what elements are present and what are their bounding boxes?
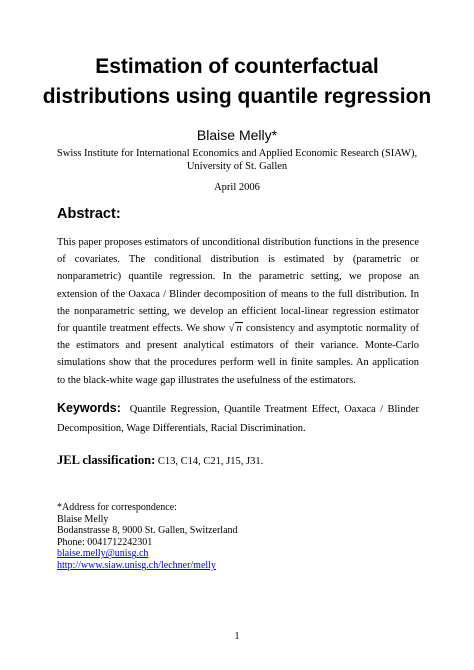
affiliation-line-2: University of St. Gallen — [186, 161, 288, 172]
keywords-label: Keywords: — [57, 401, 121, 415]
paper-title — [20, 52, 454, 112]
email-link[interactable]: blaise.melly@unisg.ch — [57, 548, 149, 560]
jel-codes: C13, C14, C21, J15, J31. — [157, 456, 264, 467]
abstract-heading: Abstract: — [57, 206, 121, 222]
jel-label: JEL classification: — [57, 453, 156, 467]
abstract-text-part-2: consistency and asymptotic normality of the estimators and present analytical estimators of their variance. Monte-Carlo simulations show that the procedures perform well in finite samples. An application to the black-white wage gap illustrates the usefulness of the estimators. — [57, 323, 420, 386]
correspondence-address — [57, 502, 357, 572]
address-street: Bodanstrasse 8, 9000 St. Gallen, Switzerland — [57, 525, 238, 537]
sqrt-variable: n — [236, 323, 242, 335]
address-label: *Address for correspondence: — [57, 502, 177, 513]
keywords-text: Quantile Regression, Quantile Treatment Effect, Oaxaca / Blinder Decomposition, Wage Differentials, Racial Discrimination. — [57, 404, 419, 434]
address-phone: Phone: 0041712242301 — [57, 536, 153, 548]
author-affiliation — [20, 147, 454, 173]
abstract-body — [57, 234, 419, 389]
author-name: Blaise Melly* — [196, 127, 278, 143]
sqrt-symbol: √ — [228, 323, 235, 335]
abstract-text-part-1: This paper proposes estimators of unconditional distribution functions in the presence of covariates. The conditional distribution is estimated by (parametric or nonparametric) quantile regression. In the parametric setting, we propose an extension of the Oaxaca / Blinder decomposition of means to the full distribution. In the nonparametric setting, we develop an efficient local-linear regression estimator for quantile treatment effects. We show — [57, 237, 419, 335]
jel-section — [57, 452, 419, 470]
keywords-section — [57, 399, 419, 438]
sqrt-n-formula — [229, 323, 243, 334]
publication-date: April 2006 — [214, 182, 260, 193]
address-name: Blaise Melly — [57, 513, 109, 525]
homepage-link[interactable]: http://www.siaw.unisg.ch/lechner/melly — [57, 559, 216, 571]
title-line-1: Estimation of counterfactual — [95, 55, 379, 78]
title-line-2: distributions using quantile regression — [42, 85, 432, 108]
affiliation-line-1: Swiss Institute for International Economics and Applied Economic Research (SIAW), — [56, 148, 418, 159]
page-number: 1 — [234, 631, 240, 642]
